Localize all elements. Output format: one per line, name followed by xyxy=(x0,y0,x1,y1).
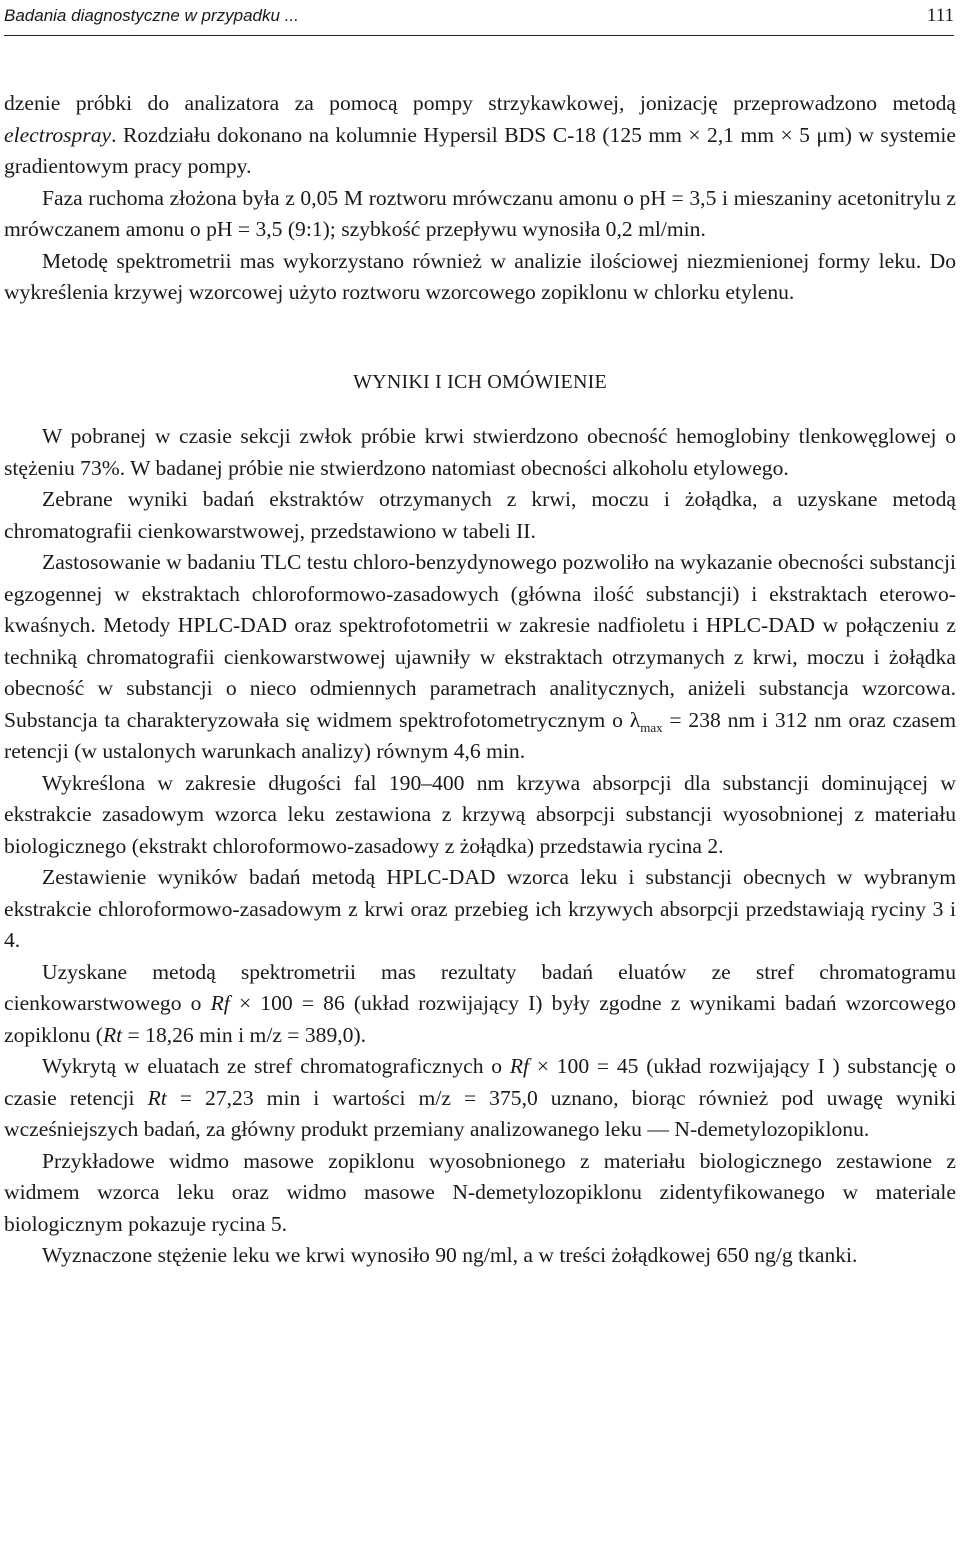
text-run: dzenie próbki do analizatora za pomocą pompy strzykawkowej, jonizację przeprowadzono metodą xyxy=(4,91,956,115)
paragraph-tlc-results: Zebrane wyniki badań ekstraktów otrzymanych z krwi, moczu i żołądka, a uzyskane metodą chromatografii cienkowarstwowej, przedstawiono w tabeli II. xyxy=(4,487,956,543)
header-rule xyxy=(4,35,954,36)
paragraph-mass-spectrometry: Metodę spektrometrii mas wykorzystano również w analizie ilościowej niezmienionej formy leku. Do wykreślenia krzywej wzorcowej użyto roztworu wzorcowego zopiklonu w chlorku etylenu. xyxy=(4,248,956,304)
italic-rt: Rt xyxy=(147,1085,167,1110)
italic-rt: Rt xyxy=(102,1022,123,1047)
paragraph-hplc-dad-comparison: Zestawienie wyników badań metodą HPLC-DAD wzorca leku i substancji obecnych w wybranym ekstrakcie chloroformowo-zasadowym z krwi oraz przebieg ich krzywych absorpcji przedstawiają ryciny 3 i 4. xyxy=(4,865,956,952)
article-body xyxy=(4,88,956,1272)
section-title: WYNIKI I ICH OMÓWIENIE xyxy=(353,370,607,393)
paragraph-ms-eluates xyxy=(4,957,956,1052)
text-run: = 27,23 min i wartości m/z = 375,0 uznano, biorąc również pod uwagę wyniki wcześniejszych badań, za główny produkt przemiany analizowanego leku — N-demetylozopiklonu. xyxy=(4,1085,957,1141)
subscript-max: max xyxy=(640,719,663,735)
italic-rf: Rf xyxy=(509,1054,530,1078)
text-run: Uzyskane metodą spektrometrii mas rezultaty badań eluatów ze stref chromatogramu cienkowarstwowego o xyxy=(4,959,956,1015)
paragraph-absorption-curve: Wykreślona w zakresie długości fal 190–400 nm krzywa absorpcji dla substancji dominującej w ekstrakcie zasadowym wzorca leku zestawiona z krzywą absorpcji substancji wyosobnionej z materiału biologicznego (ekstrakt chloroformowo-zasadowy z żołądka) przedstawia rycina 2. xyxy=(4,770,956,858)
text-run: × 100 = 45 (układ rozwijający I ) substancję o czasie retencji xyxy=(4,1054,956,1110)
paragraph-blood-results: W pobranej w czasie sekcji zwłok próbie krwi stwierdzono obecność hemoglobiny tlenkowęglowej o stężeniu 73%. W badanej próbie nie stwierdzono natomiast obecności alkoholu etylowego. xyxy=(4,424,956,480)
paragraph-hplc-results xyxy=(4,547,956,768)
text-run: Zastosowanie w badaniu TLC testu chloro-benzydynowego pozwoliło na wykazanie obecności substancji egzogennej w ekstraktach chloroformowo-zasadowych (główna ilość substancji) i ekstraktach eterowo-kwaśnych. Metody HPLC-DAD oraz spektrofotometrii w zakresie nadfioletu i HPLC-DAD w połączeniu z techniką chromatografii cienkowarstwowej ujawniły w ekstraktach otrzymanych z krwi, moczu i żołądka obecność w substancji o nieco odmiennych parametrach analitycznych, aniżeli substancja wzorcowa. Substancja ta charakteryzowała się widmem spektrofotometrycznym o λ xyxy=(4,550,956,732)
italic-term: electrospray xyxy=(4,122,112,147)
text-run: = 238 nm i 312 nm oraz czasem retencji (w ustalonych warunkach analizy) równym 4,6 min. xyxy=(4,707,956,763)
running-header xyxy=(4,4,954,28)
text-run: = 18,26 min i m/z = 389,0). xyxy=(122,1022,367,1047)
text-run: Wykrytą w eluatach ze stref chromatograficznych o xyxy=(42,1054,510,1078)
text-run: × 100 = 86 (układ rozwijający I) były zgodne z wynikami badań wzorcowego zopiklonu ( xyxy=(4,991,957,1047)
italic-rf: Rf xyxy=(210,991,230,1015)
paragraph-metabolite xyxy=(4,1051,956,1146)
paragraph-mass-spectrum: Przykładowe widmo masowe zopiklonu wyosobnionego z materiału biologicznego zestawione z widmem wzorca leku oraz widmo masowe N-demetylozopiklonu zidentyfikowanego w materiale biologicznym pokazuje rycina 5. xyxy=(4,1148,956,1236)
paragraph-mobile-phase: Faza ruchoma złożona była z 0,05 M roztworu mrówczanu amonu o pH = 3,5 i mieszaniny acetonitrylu z mrówczanem amonu o pH = 3,5 (9:1); szybkość przepływu wynosiła 0,2 ml/min. xyxy=(4,185,956,241)
running-title: Badania diagnostyczne w przypadku ... xyxy=(4,6,299,25)
text-run: . Rozdziału dokonano na kolumnie Hypersil BDS C-18 (125 mm × 2,1 mm × 5 μm) w systemie gradientowym pracy pompy. xyxy=(4,122,956,178)
paragraph-concentration: Wyznaczone stężenie leku we krwi wynosiło 90 ng/ml, a w treści żołądkowej 650 ng/g tkanki. xyxy=(42,1243,858,1267)
paragraph-method-continuation xyxy=(4,88,956,183)
page-number: 111 xyxy=(926,5,954,26)
